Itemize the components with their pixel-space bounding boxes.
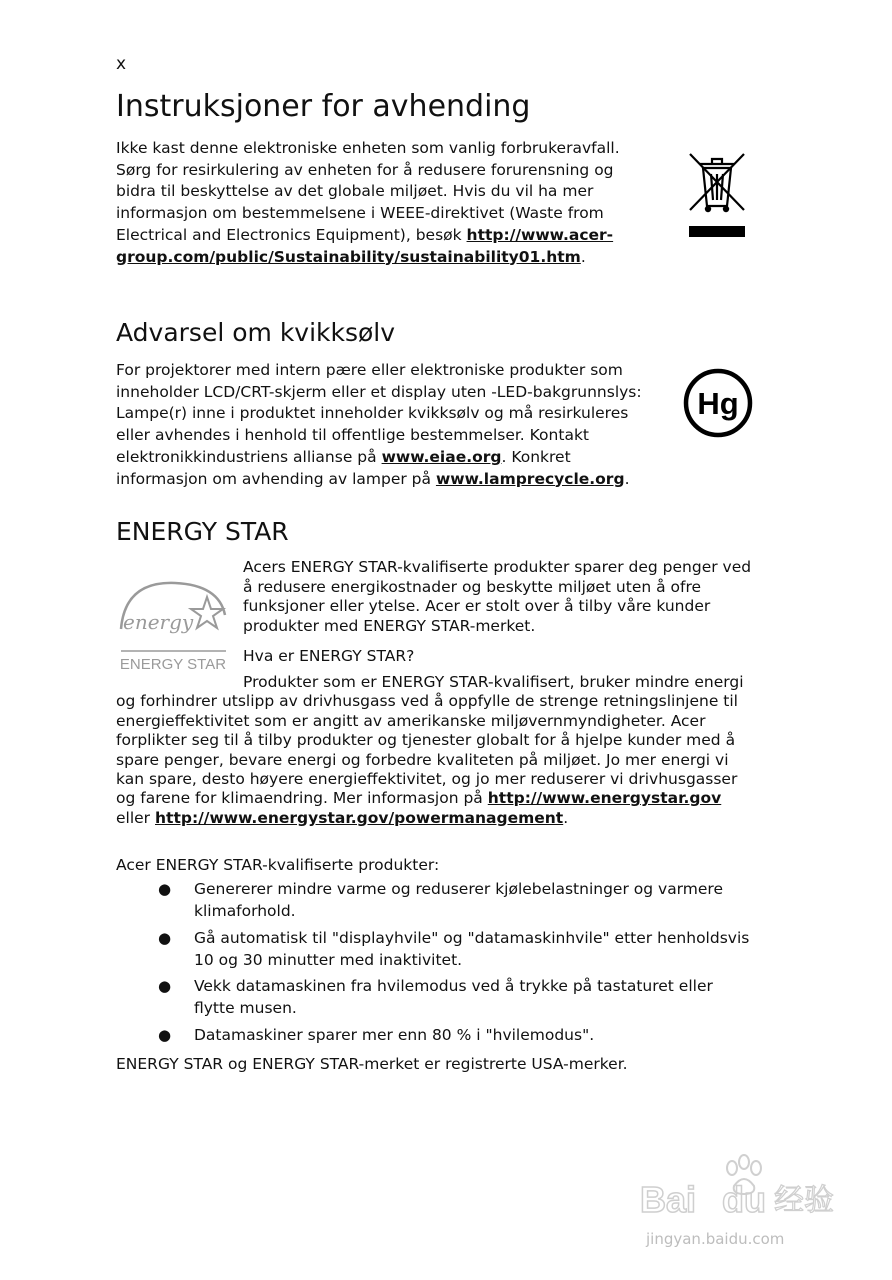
watermark-url: jingyan.baidu.com xyxy=(646,1230,785,1248)
page-number: x xyxy=(116,54,127,74)
energystar-link[interactable]: http://www.energystar.gov xyxy=(487,789,722,808)
watermark-brand: Bai xyxy=(640,1179,697,1220)
list-item: ● Datamaskiner sparer mer enn 80 % i "hvilemodus". xyxy=(158,1025,595,1044)
baidu-jingyan-watermark xyxy=(640,1150,860,1260)
mercury-heading: Advarsel om kvikksølv xyxy=(116,318,396,347)
trademark-notice: ENERGY STAR og ENERGY STAR-merket er registrerte USA-merker. xyxy=(116,1055,628,1073)
energy-logo-script: energy xyxy=(123,610,194,634)
bullet-icon: ● xyxy=(158,1025,172,1044)
mercury-hg-icon xyxy=(682,367,754,439)
hg-icon-label: Hg xyxy=(697,386,739,421)
energy-star-body: Produkter som er ENERGY STAR-kvalifisert, bruker mindre energi og forhindrer utslipp av drivhusgass ved å oppfylle de strenge retningslinjene til energieffektivitet som er angitt av amerikanske miljøvernmyndigheter. Acer forplikter seg til å tilby produkter og tjenester globalt for å hjelpe kunder med å spare penger, bevare energi og forbedre kvaliteten på miljøet. Jo mer energi vi kan spare, desto høyere energieffektivitet, og jo mer reduserer vi drivhusgasser og farene for klimaendring. Mer informasjon på http://www.energystar.gov eller http://www.energystar.gov/powermanagement. xyxy=(116,673,744,827)
energy-star-intro: Acers ENERGY STAR-kvalifiserte produkter sparer deg penger ved å redusere energikostnader og beskytte miljøet uten å ofre funksjoner eller ytelse. Acer er stolt over å tilby våre kunder produkter med ENERGY STAR-merket. xyxy=(243,558,752,635)
energy-logo-caption: ENERGY STAR xyxy=(119,656,227,673)
qualified-products-list xyxy=(116,878,756,1050)
watermark-cn-label: 经验 xyxy=(774,1183,834,1218)
bullet-icon: ● xyxy=(158,928,172,947)
eiae-link[interactable]: www.eiae.org xyxy=(381,447,502,466)
mercury-paragraph: For projektorer med intern pære eller elektroniske produkter som inneholder LCD/CRT-skjerm eller et display uten -LED-bakgrunnslys: Lampe(r) inne i produktet inneholder kvikksølv og må resirkuleres eller avhendes i henhold til offentlige bestemmelser. Kontakt elektronikkindustriens allianse på www.eiae.org. Konkret informasjon om avhending av lamper på www.lamprecycle.org. xyxy=(116,361,642,488)
list-item: ● Genererer mindre varme og reduserer kjølebelastninger og varmere klimaforhold. xyxy=(158,880,723,920)
disposal-heading: Instruksjoner for avhending xyxy=(116,89,531,124)
energy-star-logo xyxy=(115,575,232,675)
weee-bin-icon xyxy=(686,150,748,240)
disposal-body: Ikke kast denne elektroniske enheten som vanlig forbrukeravfall. Sørg for resirkulering av enheten for å redusere forurensning og bidra til beskyttelse av det globale miljøet. Hvis du vil ha mer informasjon om bestemmelsene i WEEE-direktivet (Waste from Electrical and Electronics Equipment), besøk xyxy=(116,139,620,244)
energystar-powermanagement-link[interactable]: http://www.energystar.gov/powermanagement xyxy=(155,808,564,827)
watermark-brand-suffix: du xyxy=(722,1179,766,1220)
list-item: ● Gå automatisk til "displayhvile" og "datamaskinhvile" etter henholdsvis 10 og 30 minutter med inaktivitet. xyxy=(158,928,750,969)
acer-sustainability-link[interactable]: http://www.acer-group.com/public/Sustainability/sustainability01.htm xyxy=(116,225,614,266)
bullet-icon: ● xyxy=(158,977,172,995)
list-item: ● Vekk datamaskinen fra hvilemodus ved å trykke på tastaturet eller flytte musen. xyxy=(158,977,713,1017)
energy-star-question: Hva er ENERGY STAR? xyxy=(243,647,415,665)
qualified-products-label: Acer ENERGY STAR-kvalifiserte produkter: xyxy=(116,856,440,874)
disposal-paragraph: Ikke kast denne elektroniske enheten som vanlig forbrukeravfall. Sørg for resirkulering av enheten for å redusere forurensning og bidra til beskyttelse av det globale miljøet. Hvis du vil ha mer informasjon om bestemmelsene i WEEE-direktivet (Waste from Electrical and Electronics Equipment), besøk http://www.acer-group.com/public/Sustainability/sustainability01.htm. xyxy=(116,139,620,266)
lamprecycle-link[interactable]: www.lamprecycle.org xyxy=(435,469,625,488)
energy-star-heading: ENERGY STAR xyxy=(116,517,289,546)
bullet-icon: ● xyxy=(158,880,172,898)
